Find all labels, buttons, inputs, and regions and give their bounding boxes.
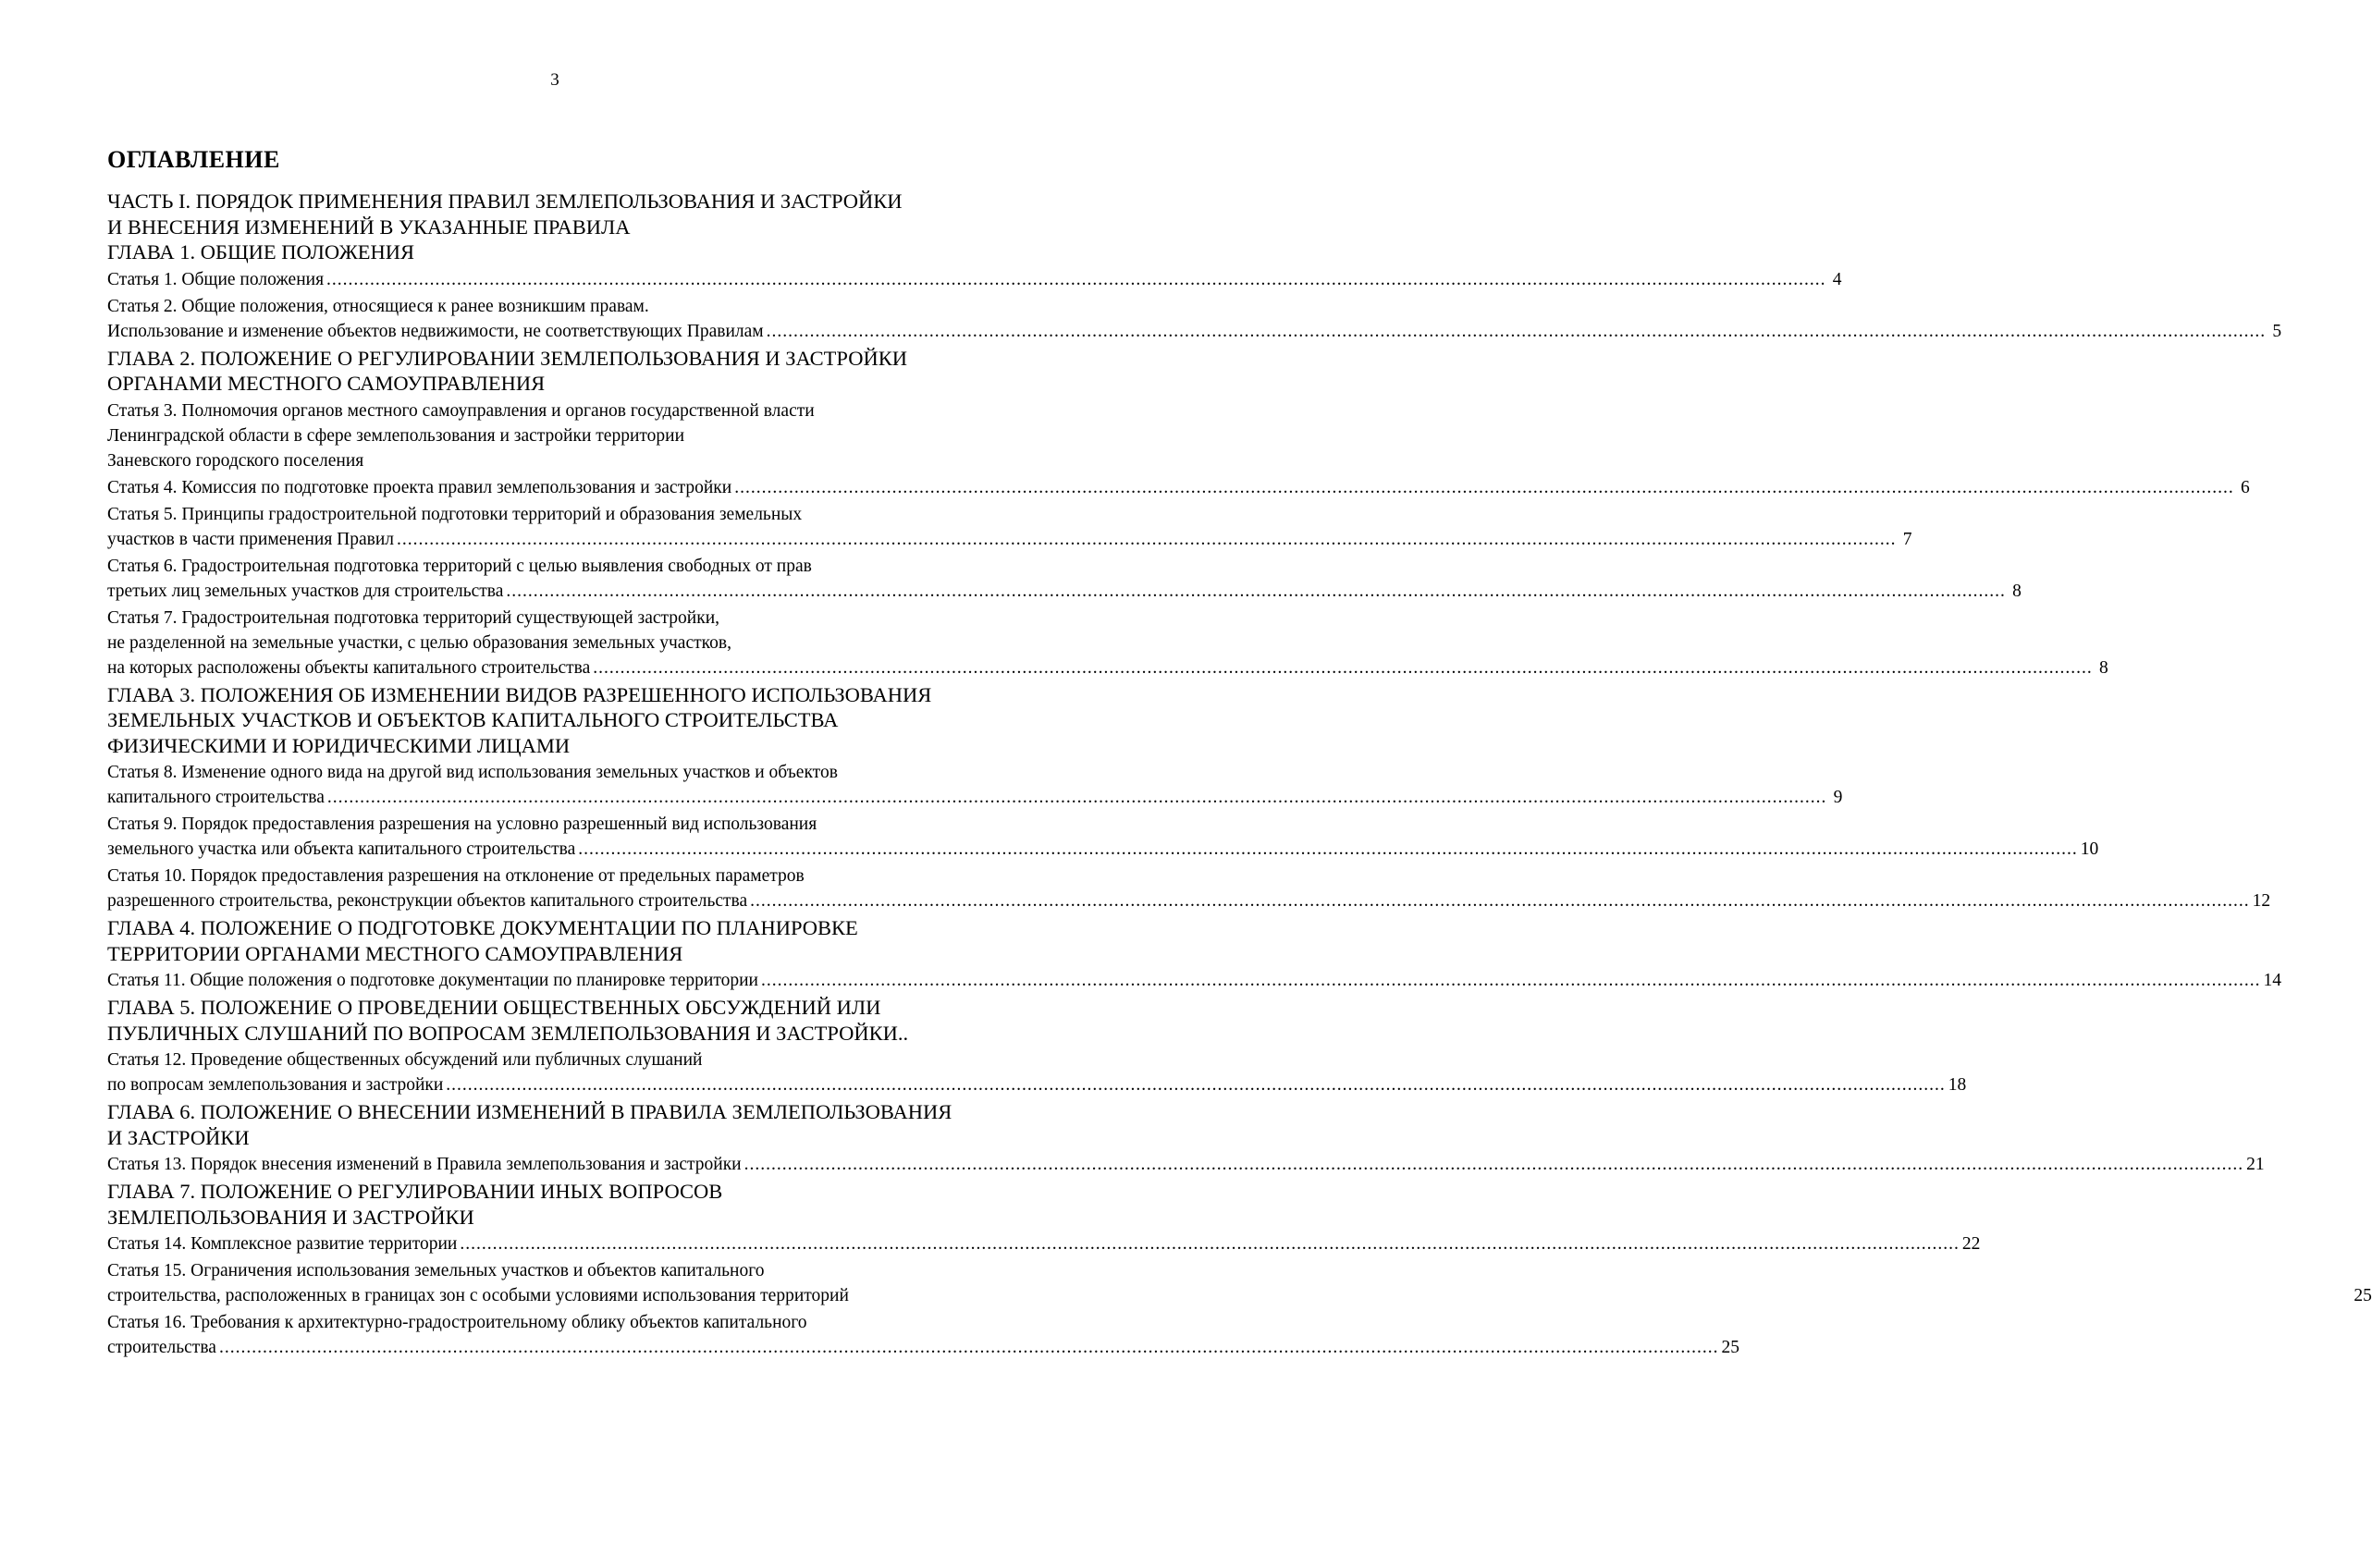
toc-page-number: 18 <box>1948 1075 1967 1095</box>
toc-heading <box>107 1099 1058 1150</box>
toc-article <box>107 812 2099 862</box>
toc-entry-line: ЗЕМЕЛЬНЫХ УЧАСТКОВ И ОБЪЕКТОВ КАПИТАЛЬНОГО СТРОИТЕЛЬСТВА <box>107 708 839 731</box>
dot-leader <box>761 968 2261 993</box>
toc-article <box>107 267 1842 292</box>
toc-title: ОГЛАВЛЕНИЕ <box>107 146 280 173</box>
dot-leader <box>767 319 2267 344</box>
toc-page-number: 12 <box>2252 891 2271 911</box>
toc-entry-line: ГЛАВА 6. ПОЛОЖЕНИЕ О ВНЕСЕНИИ ИЗМЕНЕНИЙ В ПРАВИЛА ЗЕМЛЕПОЛЬЗОВАНИЯ <box>107 1100 952 1123</box>
dot-leader <box>326 267 1826 292</box>
toc-page-number: 9 <box>1833 788 1843 807</box>
toc-entry-last-line <box>107 579 2022 604</box>
toc-page-number: 21 <box>2246 1155 2265 1174</box>
toc-article <box>107 1258 2372 1308</box>
toc-entry-text: земельного участка или объекта капитального строительства <box>107 839 576 859</box>
toc-entry-line: ГЛАВА 5. ПОЛОЖЕНИЕ О ПРОВЕДЕНИИ ОБЩЕСТВЕННЫХ ОБСУЖДЕНИЙ ИЛИ <box>107 996 881 1019</box>
toc-entry-text: по вопросам землепользования и застройки <box>107 1075 444 1095</box>
toc-page-number: 10 <box>2080 839 2099 859</box>
toc-article <box>107 760 1843 810</box>
toc-heading <box>107 239 1058 265</box>
toc-page-number: 8 <box>2099 657 2108 678</box>
toc-entry-text: Статья 13. Порядок внесения изменений в Правила землепользования и застройки <box>107 1155 742 1174</box>
dot-leader <box>460 1231 1960 1256</box>
toc-heading <box>107 1179 1058 1230</box>
toc-heading <box>107 189 1058 239</box>
toc-entry-line: ТЕРРИТОРИИ ОРГАНАМИ МЕСТНОГО САМОУПРАВЛЕНИЯ <box>107 941 683 965</box>
toc-entry-line: Статья 6. Градостроительная подготовка территорий с целью выявления свободных от прав <box>107 556 812 576</box>
toc-entry-last-line <box>107 655 2108 680</box>
toc-entry-line: ГЛАВА 2. ПОЛОЖЕНИЕ О РЕГУЛИРОВАНИИ ЗЕМЛЕПОЛЬЗОВАНИЯ И ЗАСТРОЙКИ <box>107 346 907 370</box>
toc-entry-last-line <box>107 527 1912 552</box>
toc-entry-text: участков в части применения Правил <box>107 529 395 549</box>
dot-leader <box>327 785 1827 810</box>
toc-entry-text: разрешенного строительства, реконструкции объектов капитального строительства <box>107 891 748 911</box>
toc-entry-text: Статья 14. Комплексное развитие территории <box>107 1234 458 1254</box>
toc-entry-last-line <box>107 888 2271 913</box>
toc-heading <box>107 995 1058 1046</box>
toc-entry-line: ГЛАВА 4. ПОЛОЖЕНИЕ О ПОДГОТОВКЕ ДОКУМЕНТАЦИИ ПО ПЛАНИРОВКЕ <box>107 916 858 939</box>
toc-entry-text: на которых расположены объекты капитального строительства <box>107 657 591 678</box>
toc-entry-line: ГЛАВА 7. ПОЛОЖЕНИЕ О РЕГУЛИРОВАНИИ ИНЫХ ВОПРОСОВ <box>107 1180 723 1203</box>
toc-entry-line: Заневского городского поселения <box>107 450 364 471</box>
toc-page-number: 8 <box>2012 581 2022 601</box>
page-number: 3 <box>550 70 559 90</box>
toc-page-number: 5 <box>2272 321 2282 341</box>
toc-entry-text: третьих лиц земельных участков для строительства <box>107 581 504 601</box>
toc-page-number: 6 <box>2240 477 2250 497</box>
toc-entry-line: Ленинградской области в сфере землепользования и застройки территории <box>107 425 685 446</box>
toc-entry-last-line <box>107 968 2281 993</box>
toc-article <box>107 606 2108 680</box>
toc-entry-line: Статья 7. Градостроительная подготовка территорий существующей застройки, <box>107 607 720 628</box>
toc-entry-line: ОРГАНАМИ МЕСТНОГО САМОУПРАВЛЕНИЯ <box>107 372 546 395</box>
toc-heading <box>107 346 1058 397</box>
toc-heading <box>107 682 1058 759</box>
toc-entry-last-line <box>107 319 2282 344</box>
toc-entry-last-line <box>107 475 2250 500</box>
toc-article <box>107 475 2250 500</box>
toc-entry-line: Статья 5. Принципы градостроительной подготовки территорий и образования земельных <box>107 504 803 524</box>
toc-entry-line: И ВНЕСЕНИЯ ИЗМЕНЕНИЙ В УКАЗАННЫЕ ПРАВИЛА <box>107 214 631 239</box>
table-of-contents <box>107 189 2372 1362</box>
toc-article <box>107 1047 1967 1097</box>
toc-entry-line: ГЛАВА 3. ПОЛОЖЕНИЯ ОБ ИЗМЕНЕНИИ ВИДОВ РАЗРЕШЕННОГО ИСПОЛЬЗОВАНИЯ <box>107 682 932 706</box>
toc-entry-line: не разделенной на земельные участки, с целью образования земельных участков, <box>107 632 731 653</box>
toc-entry-last-line <box>107 1335 1739 1360</box>
toc-page-number: 4 <box>1832 269 1842 289</box>
toc-entry-last-line <box>107 1072 1967 1097</box>
toc-entry-line: Статья 9. Порядок предоставления разрешения на условно разрешенный вид использования <box>107 815 817 834</box>
dot-leader <box>506 579 2006 604</box>
dot-leader <box>446 1072 1946 1097</box>
toc-entry-last-line <box>107 1152 2265 1177</box>
dot-leader <box>219 1335 1719 1360</box>
toc-article <box>107 1310 1739 1360</box>
toc-page-number: 25 <box>1721 1338 1739 1357</box>
toc-article <box>107 1231 1981 1256</box>
toc-page-number: 14 <box>2263 971 2281 990</box>
toc-article <box>107 294 2282 344</box>
dot-leader <box>744 1152 2244 1177</box>
toc-entry-line: ЧАСТЬ I. ПОРЯДОК ПРИМЕНЕНИЯ ПРАВИЛ ЗЕМЛЕПОЛЬЗОВАНИЯ И ЗАСТРОЙКИ <box>107 190 903 213</box>
toc-entry-line: ЗЕМЛЕПОЛЬЗОВАНИЯ И ЗАСТРОЙКИ <box>107 1205 474 1229</box>
toc-article <box>107 1152 2265 1177</box>
toc-entry-line: Статья 12. Проведение общественных обсуждений или публичных слушаний <box>107 1050 703 1070</box>
dot-leader <box>593 655 2093 680</box>
dot-leader <box>397 527 1897 552</box>
dot-leader <box>734 475 2234 500</box>
toc-heading <box>107 915 1058 966</box>
toc-entry-text: строительства, расположенных в границах зон с особыми условиями использования территорий <box>107 1286 849 1305</box>
toc-article <box>107 554 2022 604</box>
toc-page-number: 7 <box>1902 529 1912 549</box>
toc-entry-text: строительства <box>107 1338 216 1357</box>
toc-entry-line: ФИЗИЧЕСКИМИ И ЮРИДИЧЕСКИМИ ЛИЦАМИ <box>107 733 571 757</box>
toc-entry-text: Статья 1. Общие положения <box>107 269 325 289</box>
toc-entry-line: ГЛАВА 1. ОБЩИЕ ПОЛОЖЕНИЯ <box>107 240 415 263</box>
toc-entry-last-line <box>107 1283 2372 1308</box>
dot-leader <box>750 888 2250 913</box>
toc-entry-line: Статья 8. Изменение одного вида на другой вид использования земельных участков и объектов <box>107 763 838 782</box>
toc-entry-last-line <box>107 267 1842 292</box>
toc-entry-text: капитального строительства <box>107 788 325 807</box>
toc-entry-line: Статья 16. Требования к архитектурно-градостроительному облику объектов капитального <box>107 1313 807 1332</box>
toc-entry-last-line <box>107 1231 1981 1256</box>
toc-entry-line: Статья 3. Полномочия органов местного самоуправления и органов государственной власти <box>107 400 815 421</box>
toc-entry-line: ПУБЛИЧНЫХ СЛУШАНИЙ ПО ВОПРОСАМ ЗЕМЛЕПОЛЬЗОВАНИЯ И ЗАСТРОЙКИ.. <box>107 1021 909 1045</box>
toc-page-number: 22 <box>1961 1234 1981 1254</box>
toc-entry-text: Статья 11. Общие положения о подготовке документации по планировке территории <box>107 971 758 990</box>
toc-article <box>107 398 1058 473</box>
toc-entry-line: Статья 15. Ограничения использования земельных участков и объектов капитального <box>107 1261 765 1280</box>
toc-page-number: 25 <box>2354 1286 2372 1305</box>
toc-entry-last-line <box>107 785 1843 810</box>
toc-entry-line: Статья 2. Общие положения, относящиеся к ранее возникшим правам. <box>107 296 649 316</box>
toc-entry-last-line <box>107 837 2099 862</box>
toc-article <box>107 968 2281 993</box>
toc-article <box>107 864 2271 913</box>
dot-leader <box>578 837 2078 862</box>
toc-entry-text: Статья 4. Комиссия по подготовке проекта правил землепользования и застройки <box>107 477 732 497</box>
toc-entry-text: Использование и изменение объектов недвижимости, не соответствующих Правилам <box>107 321 764 341</box>
toc-entry-line: И ЗАСТРОЙКИ <box>107 1125 250 1149</box>
toc-entry-line: Статья 10. Порядок предоставления разрешения на отклонение от предельных параметров <box>107 866 805 886</box>
toc-article <box>107 502 1912 552</box>
